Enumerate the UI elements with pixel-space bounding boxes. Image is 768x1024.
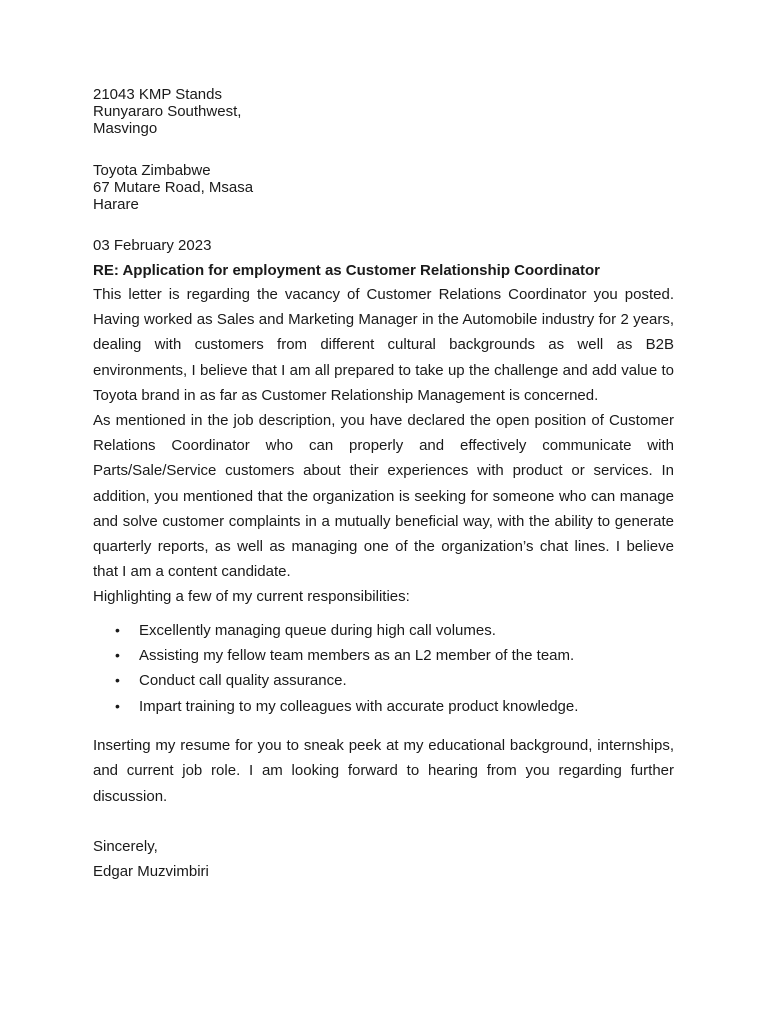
job-description-paragraph: As mentioned in the job description, you have declared the open position of Customer Relations Coordinator who can properly and effectively communicate with Parts/Sale/Service customers about their experiences with product or services. In addition, you mentioned that the organization is seeking for someone who can manage and solve customer complaints in a mutually beneficial way, with the ability to generate quarterly reports, as well as managing one of the organization’s chat lines. I believe that I am a content candidate.: [93, 412, 674, 581]
sender-address: [93, 86, 674, 137]
highlight-intro: Highlighting a few of my current responsibilities:: [93, 588, 410, 606]
sender-address-line: Runyararo Southwest,: [93, 103, 242, 120]
list-item: [93, 618, 674, 643]
list-item: [93, 643, 674, 668]
list-item-text: Impart training to my colleagues with accurate product knowledge.: [139, 697, 579, 715]
closing-paragraph: Inserting my resume for you to sneak peek at my educational background, internships, and current job role. I am looking forward to hearing from you regarding further discussion.: [93, 737, 674, 805]
intro-paragraph: This letter is regarding the vacancy of Customer Relations Coordinator you posted. Having worked as Sales and Marketing Manager in the Automobile industry for 2 years, dealing with customers from different cultural backgrounds as well as B2B environments, I believe that I am all prepared to take up the challenge and add value to Toyota brand in as far as Customer Relationship Management is concerned.: [93, 286, 674, 404]
list-item-text: Assisting my fellow team members as an L2 member of the team.: [139, 647, 575, 665]
sender-address-line: 21043 KMP Stands: [93, 86, 222, 103]
recipient-address-line: 67 Mutare Road, Msasa: [93, 179, 254, 196]
recipient-address-line: Harare: [93, 196, 139, 213]
letter-date: 03 February 2023: [93, 237, 212, 254]
list-item-text: Excellently managing queue during high call volumes.: [139, 621, 496, 639]
sender-address-line: Masvingo: [93, 120, 158, 137]
salutation: Sincerely,: [93, 837, 158, 855]
signoff-block: [93, 834, 674, 884]
bullet-icon: •: [115, 621, 120, 638]
signer-name: Edgar Muzvimbiri: [93, 863, 209, 881]
list-item-text: Conduct call quality assurance.: [139, 672, 347, 690]
recipient-address-line: Toyota Zimbabwe: [93, 162, 211, 179]
subject-line: RE: Application for employment as Customer Relationship Coordinator: [93, 262, 600, 279]
letter-page: [93, 86, 674, 884]
bullet-icon: •: [115, 647, 120, 664]
recipient-address: [93, 162, 674, 213]
bullet-icon: •: [115, 672, 120, 689]
bullet-icon: •: [115, 697, 120, 714]
list-item: [93, 668, 674, 693]
list-item: [93, 694, 674, 719]
responsibilities-list: [93, 618, 674, 720]
